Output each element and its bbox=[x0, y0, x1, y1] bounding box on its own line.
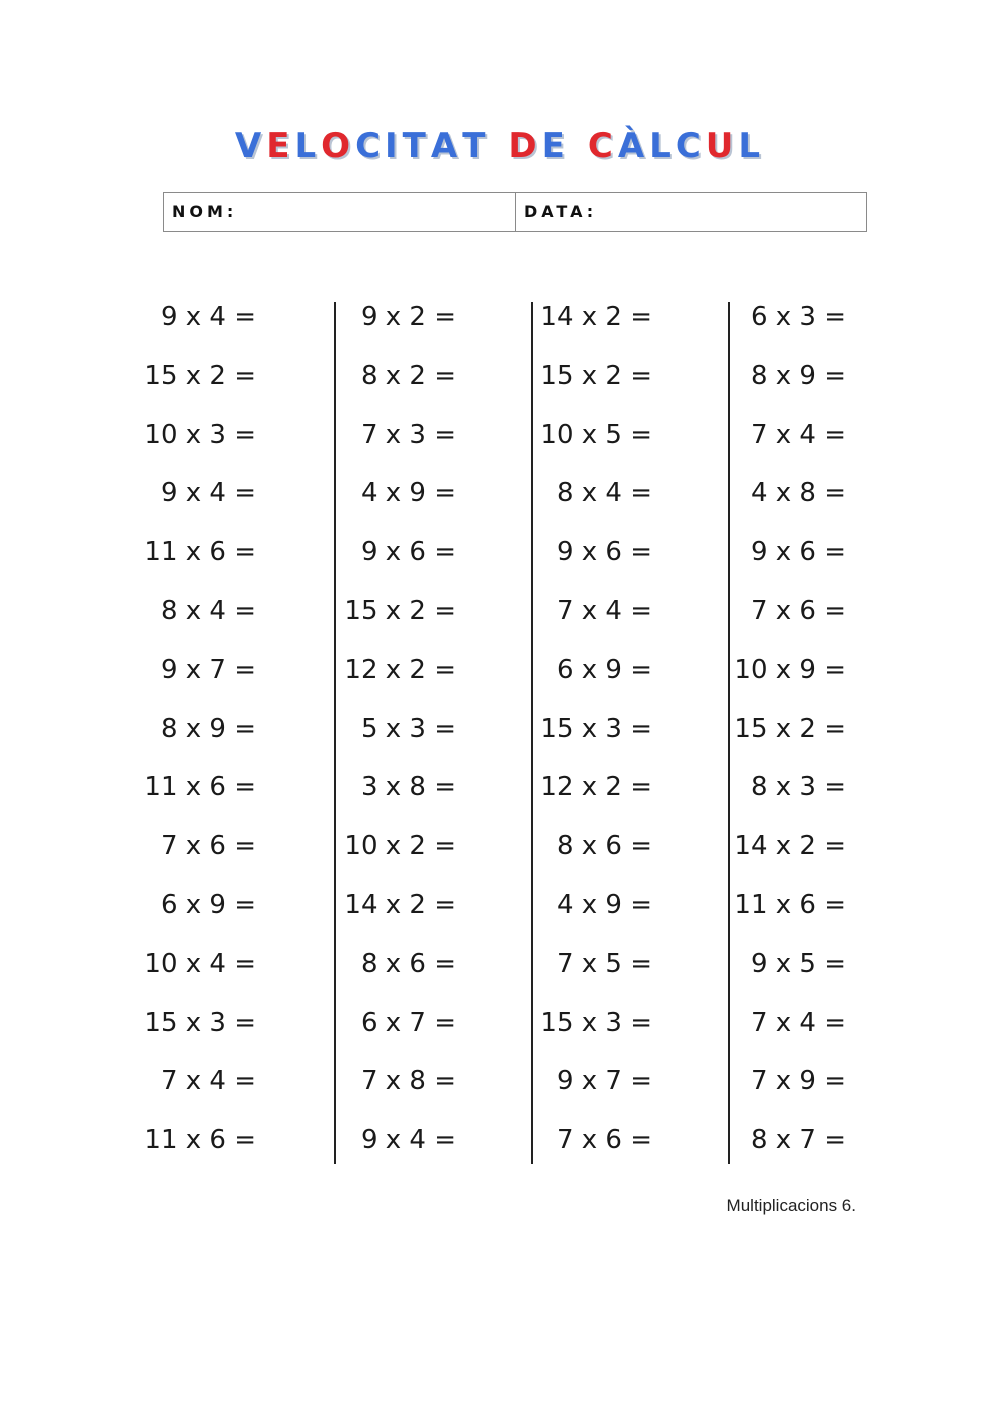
title-letter: D bbox=[508, 126, 542, 166]
multiplication-problem: 4 x 9 = bbox=[360, 478, 456, 509]
operations-column-3 bbox=[462, 288, 652, 1170]
title-letter: À bbox=[617, 126, 650, 166]
multiplication-problem: 7 x 4 = bbox=[160, 1066, 256, 1097]
title-letter: U bbox=[705, 126, 739, 166]
multiplication-problem: 7 x 4 = bbox=[750, 419, 846, 450]
multiplication-problem: 8 x 9 = bbox=[750, 360, 846, 391]
multiplication-problem: 15 x 2 = bbox=[540, 360, 652, 391]
date-label: DATA: bbox=[524, 202, 598, 221]
multiplication-problem: 10 x 9 = bbox=[734, 654, 846, 685]
title-letter: L bbox=[649, 126, 676, 166]
multiplication-problem: 9 x 5 = bbox=[750, 948, 846, 979]
worksheet-title bbox=[0, 126, 1000, 176]
multiplication-problem: 11 x 6 = bbox=[144, 1125, 256, 1156]
multiplication-problem: 11 x 6 = bbox=[144, 537, 256, 568]
multiplication-problem: 9 x 7 = bbox=[556, 1066, 652, 1097]
multiplication-problem: 15 x 2 = bbox=[144, 360, 256, 391]
multiplication-problem: 9 x 4 = bbox=[360, 1125, 456, 1156]
multiplication-problem: 7 x 4 = bbox=[750, 1007, 846, 1038]
multiplication-problem: 14 x 2 = bbox=[344, 889, 456, 920]
multiplication-problem: 12 x 2 = bbox=[344, 654, 456, 685]
multiplication-problem: 9 x 4 = bbox=[160, 302, 256, 332]
multiplication-problem: 6 x 7 = bbox=[360, 1007, 456, 1038]
multiplication-problem: 3 x 8 = bbox=[360, 772, 456, 803]
title-letter: T bbox=[462, 126, 491, 166]
multiplication-problem: 7 x 6 = bbox=[750, 595, 846, 626]
multiplication-problem: 14 x 2 = bbox=[734, 831, 846, 862]
multiplication-problem: 9 x 2 = bbox=[360, 302, 456, 332]
multiplication-problem: 9 x 4 = bbox=[160, 478, 256, 509]
multiplication-problem: 7 x 8 = bbox=[360, 1066, 456, 1097]
multiplication-problem: 6 x 3 = bbox=[750, 302, 846, 332]
multiplication-problem: 8 x 4 = bbox=[556, 478, 652, 509]
multiplication-problem: 7 x 6 = bbox=[556, 1125, 652, 1156]
operations-column-4 bbox=[656, 288, 846, 1170]
multiplication-problem: 6 x 9 = bbox=[160, 889, 256, 920]
multiplication-problem: 10 x 2 = bbox=[344, 831, 456, 862]
multiplication-problem: 9 x 6 = bbox=[360, 537, 456, 568]
multiplication-problem: 9 x 6 = bbox=[556, 537, 652, 568]
multiplication-problem: 9 x 7 = bbox=[160, 654, 256, 685]
operations-column-1 bbox=[66, 288, 256, 1170]
multiplication-problem: 7 x 5 = bbox=[556, 948, 652, 979]
multiplication-problem: 8 x 2 = bbox=[360, 360, 456, 391]
title-letter: C bbox=[355, 126, 386, 166]
multiplication-problem: 10 x 5 = bbox=[540, 419, 652, 450]
multiplication-problem: 12 x 2 = bbox=[540, 772, 652, 803]
multiplication-problem: 15 x 3 = bbox=[540, 713, 652, 744]
title-letter: L bbox=[738, 126, 766, 166]
title-letter: O bbox=[321, 126, 356, 166]
multiplication-problem: 11 x 6 = bbox=[734, 889, 846, 920]
multiplication-problem: 7 x 9 = bbox=[750, 1066, 846, 1097]
name-field[interactable] bbox=[164, 193, 516, 231]
multiplication-problem: 7 x 4 = bbox=[556, 595, 652, 626]
operations-column-2 bbox=[266, 288, 456, 1170]
multiplication-problem: 5 x 3 = bbox=[360, 713, 456, 744]
multiplication-problem: 8 x 9 = bbox=[160, 713, 256, 744]
multiplication-problem: 4 x 8 = bbox=[750, 478, 846, 509]
multiplication-problem: 15 x 2 = bbox=[734, 713, 846, 744]
title-letter: T bbox=[402, 126, 431, 166]
date-field[interactable] bbox=[516, 193, 866, 231]
student-info-box bbox=[163, 192, 867, 232]
title-letter: L bbox=[294, 126, 322, 166]
multiplication-problem: 9 x 6 = bbox=[750, 537, 846, 568]
multiplication-problem: 8 x 3 = bbox=[750, 772, 846, 803]
title-letter: E bbox=[266, 126, 295, 166]
multiplication-problem: 15 x 3 = bbox=[144, 1007, 256, 1038]
multiplication-problem: 8 x 6 = bbox=[556, 831, 652, 862]
multiplication-problem: 10 x 3 = bbox=[144, 419, 256, 450]
title-letter: V bbox=[234, 126, 267, 166]
multiplication-problem: 8 x 7 = bbox=[750, 1125, 846, 1156]
multiplication-problem: 7 x 3 = bbox=[360, 419, 456, 450]
multiplication-problem: 10 x 4 = bbox=[144, 948, 256, 979]
multiplication-problem: 15 x 2 = bbox=[344, 595, 456, 626]
title-letter: E bbox=[541, 126, 570, 166]
title-letter: C bbox=[587, 126, 618, 166]
multiplication-problem: 8 x 4 = bbox=[160, 595, 256, 626]
multiplication-problem: 11 x 6 = bbox=[144, 772, 256, 803]
multiplication-problem: 14 x 2 = bbox=[540, 302, 652, 332]
title-letter: A bbox=[430, 126, 463, 166]
title-letter: C bbox=[675, 126, 706, 166]
worksheet-footer: Multiplicacions 6. bbox=[726, 1196, 856, 1215]
multiplication-problem: 6 x 9 = bbox=[556, 654, 652, 685]
multiplication-problem: 4 x 9 = bbox=[556, 889, 652, 920]
multiplication-problem: 8 x 6 = bbox=[360, 948, 456, 979]
multiplication-problem: 7 x 6 = bbox=[160, 831, 256, 862]
multiplication-problem: 15 x 3 = bbox=[540, 1007, 652, 1038]
title-letter: I bbox=[385, 126, 403, 166]
name-label: NOM: bbox=[172, 202, 238, 221]
